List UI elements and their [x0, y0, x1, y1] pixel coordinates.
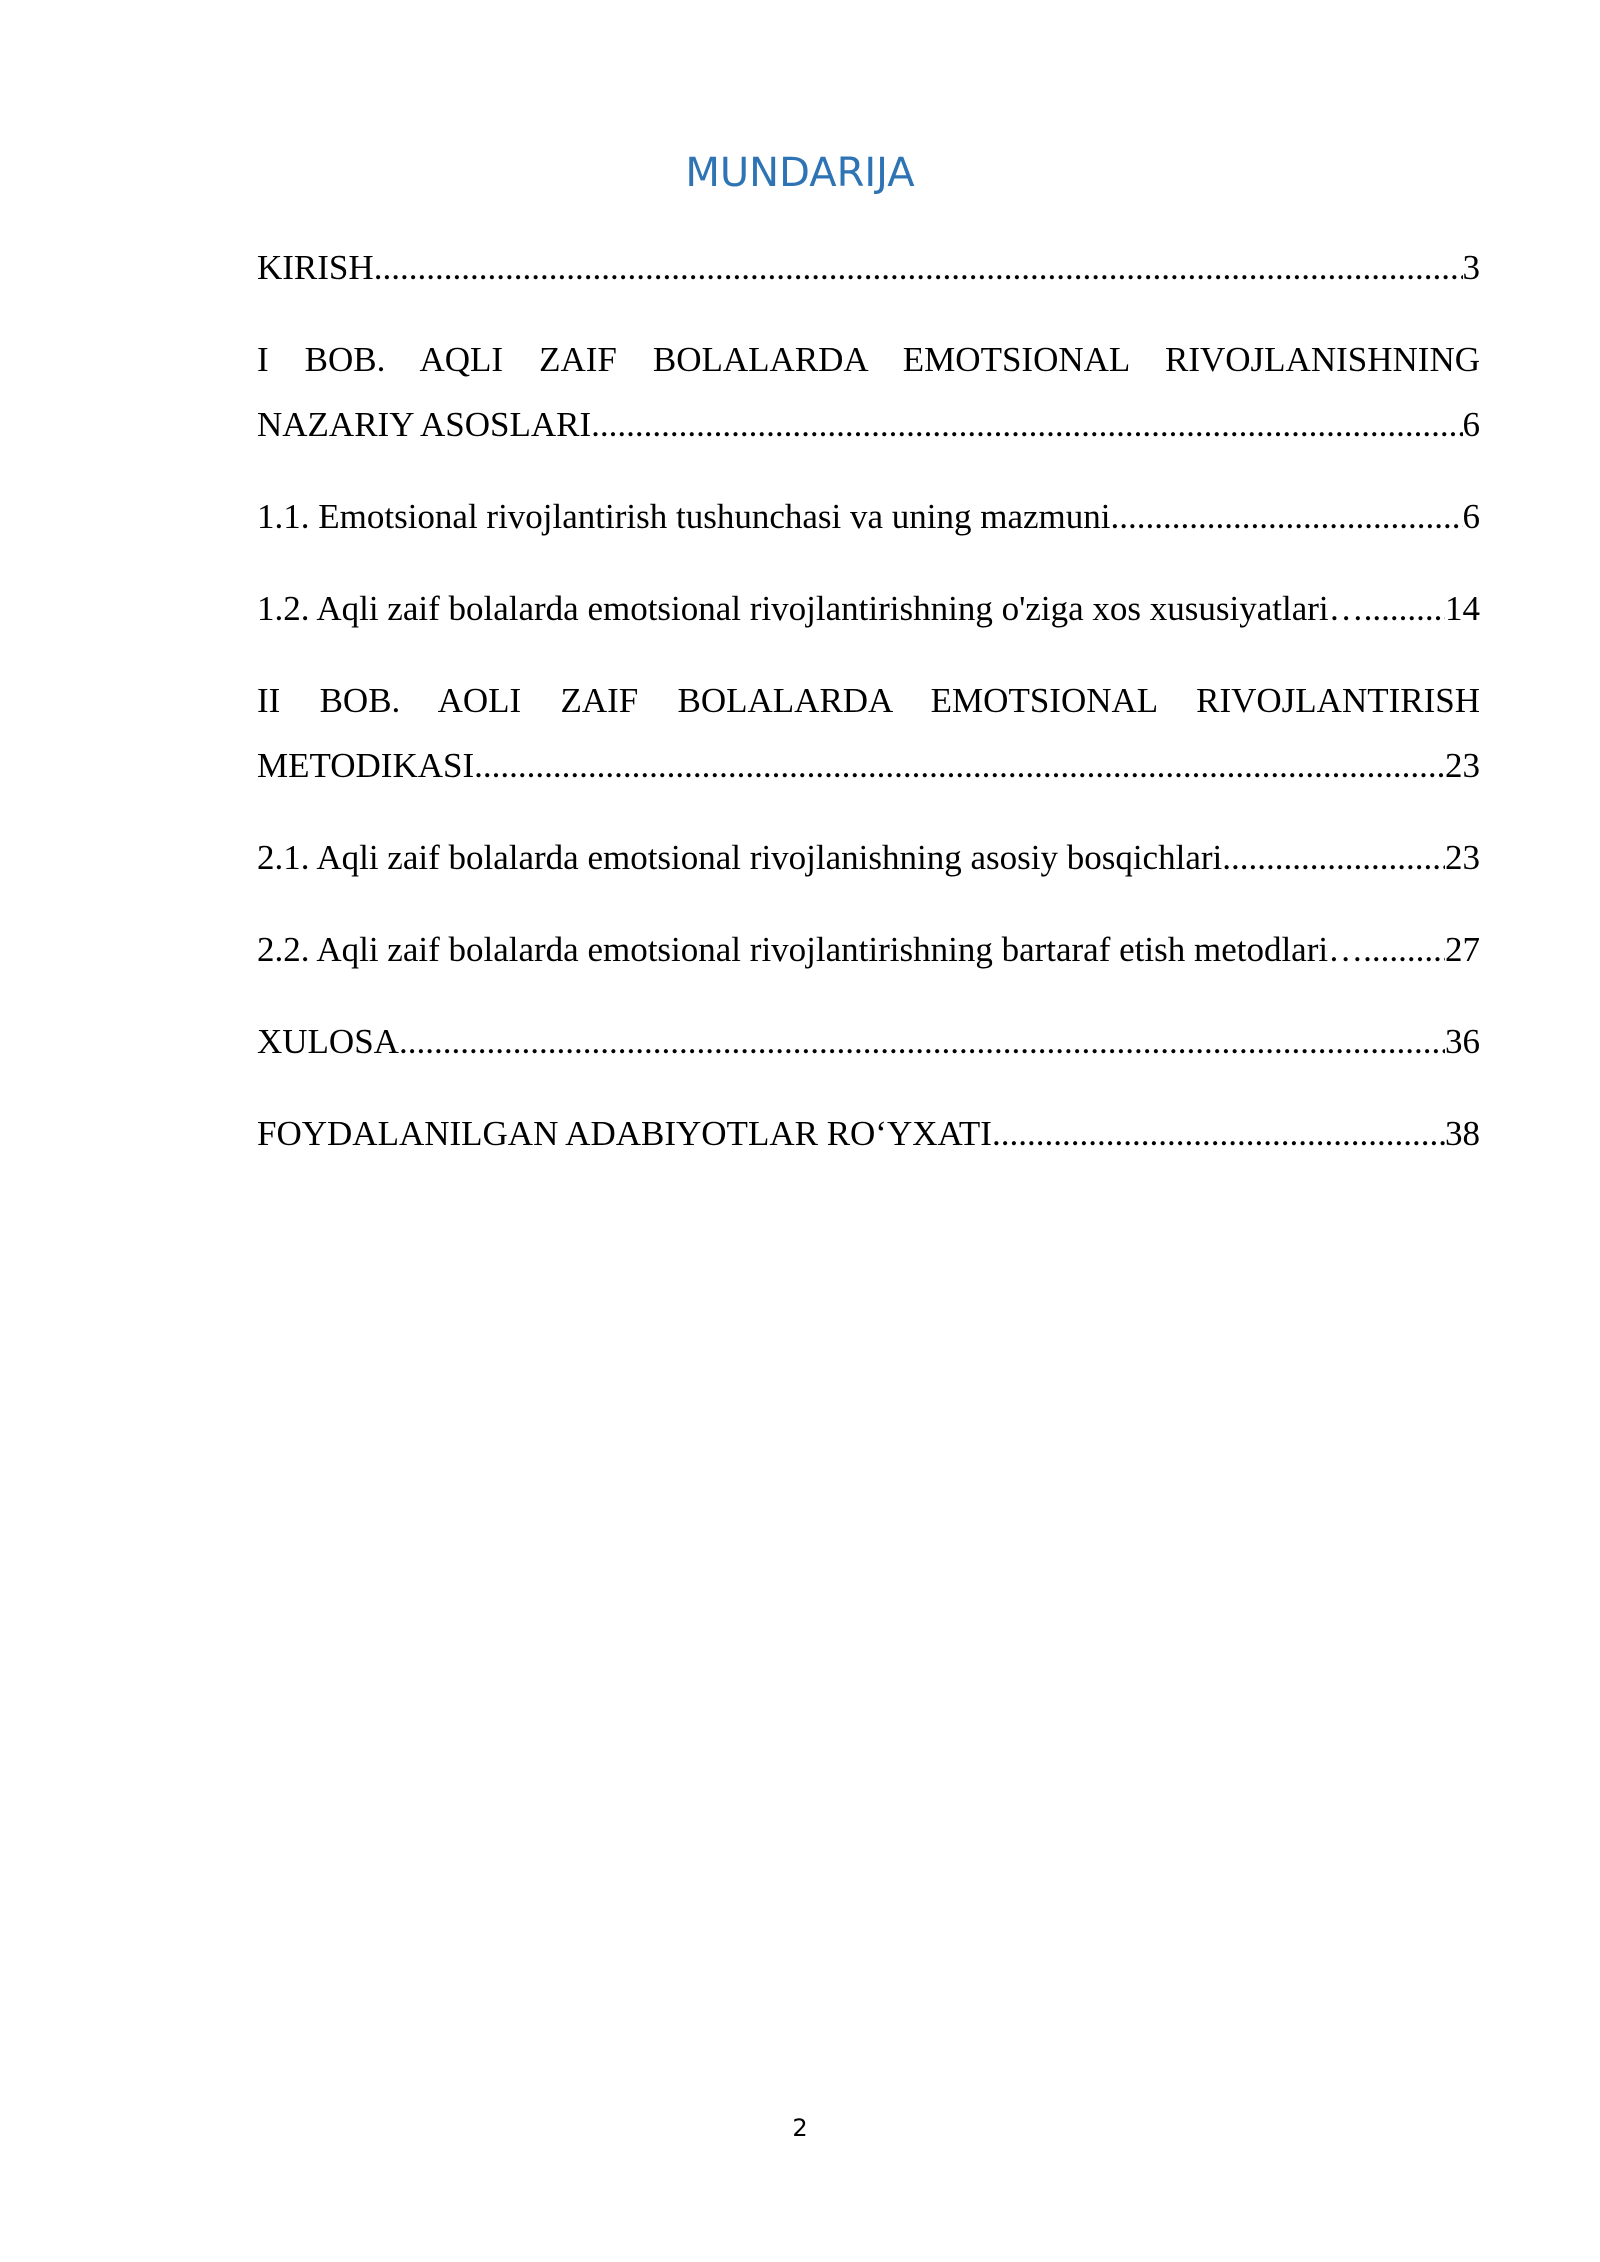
table-of-contents [257, 235, 1480, 1166]
toc-entry-page: 27 [1445, 930, 1480, 969]
toc-entry-label: 2.2. Aqli zaif bolalarda emotsional rivojlantirishning bartaraf etish metodlari… [257, 930, 1364, 969]
toc-entry-chapter-2[interactable] [257, 668, 1480, 798]
toc-entry-xulosa[interactable] [257, 1009, 1480, 1074]
dot-leader [1111, 484, 1463, 549]
toc-entry-section-1-1[interactable] [257, 484, 1480, 549]
toc-entry-page: 23 [1445, 838, 1480, 877]
dot-leader [1363, 917, 1445, 982]
toc-entry-label: KIRISH [257, 248, 374, 287]
toc-entry-label-line1: I BOB. AQLI ZAIF BOLALARDA EMOTSIONAL RIVOJLANISHNING [257, 340, 1480, 379]
toc-entry-label: FOYDALANILGAN ADABIYOTLAR RO‘YXATI [257, 1114, 992, 1153]
dot-leader [374, 235, 1463, 300]
toc-entry-page: 6 [1462, 405, 1480, 444]
toc-entry-page: 38 [1445, 1114, 1480, 1153]
toc-entry-page: 36 [1445, 1022, 1480, 1061]
toc-entry-chapter-1[interactable] [257, 327, 1480, 457]
toc-entry-page: 3 [1462, 248, 1480, 287]
toc-entry-label: METODIKASI [257, 746, 475, 785]
toc-entry-page: 6 [1462, 497, 1480, 536]
toc-entry-section-1-2[interactable] [257, 576, 1480, 641]
toc-entry-section-2-2[interactable] [257, 917, 1480, 982]
dot-leader [1364, 576, 1445, 641]
toc-entry-label: 1.2. Aqli zaif bolalarda emotsional rivojlantirishning o'ziga xos xususiyatlari… [257, 589, 1364, 628]
dot-leader [474, 733, 1445, 798]
toc-entry-section-2-1[interactable] [257, 825, 1480, 890]
page-title: MUNDARIJA [685, 150, 915, 196]
toc-entry-page: 23 [1445, 746, 1480, 785]
toc-entry-label: XULOSA [257, 1022, 399, 1061]
dot-leader [399, 1009, 1445, 1074]
dot-leader [1222, 825, 1445, 890]
toc-entry-label-line1: II BOB. AOLI ZAIF BOLALARDA EMOTSIONAL RIVOJLANTIRISH [257, 681, 1480, 720]
toc-entry-page: 14 [1445, 589, 1480, 628]
toc-entry-label: 1.1. Emotsional rivojlantirish tushunchasi va uning mazmuni [257, 497, 1111, 536]
toc-entry-label: 2.1. Aqli zaif bolalarda emotsional rivojlanishning asosiy bosqichlari [257, 838, 1223, 877]
dot-leader [591, 392, 1462, 457]
toc-entry-kirish[interactable] [257, 235, 1480, 300]
page-number: 2 [792, 2114, 808, 2142]
toc-entry-label: NAZARIY ASOSLARI [257, 405, 592, 444]
dot-leader [992, 1101, 1445, 1166]
toc-entry-references[interactable] [257, 1101, 1480, 1166]
